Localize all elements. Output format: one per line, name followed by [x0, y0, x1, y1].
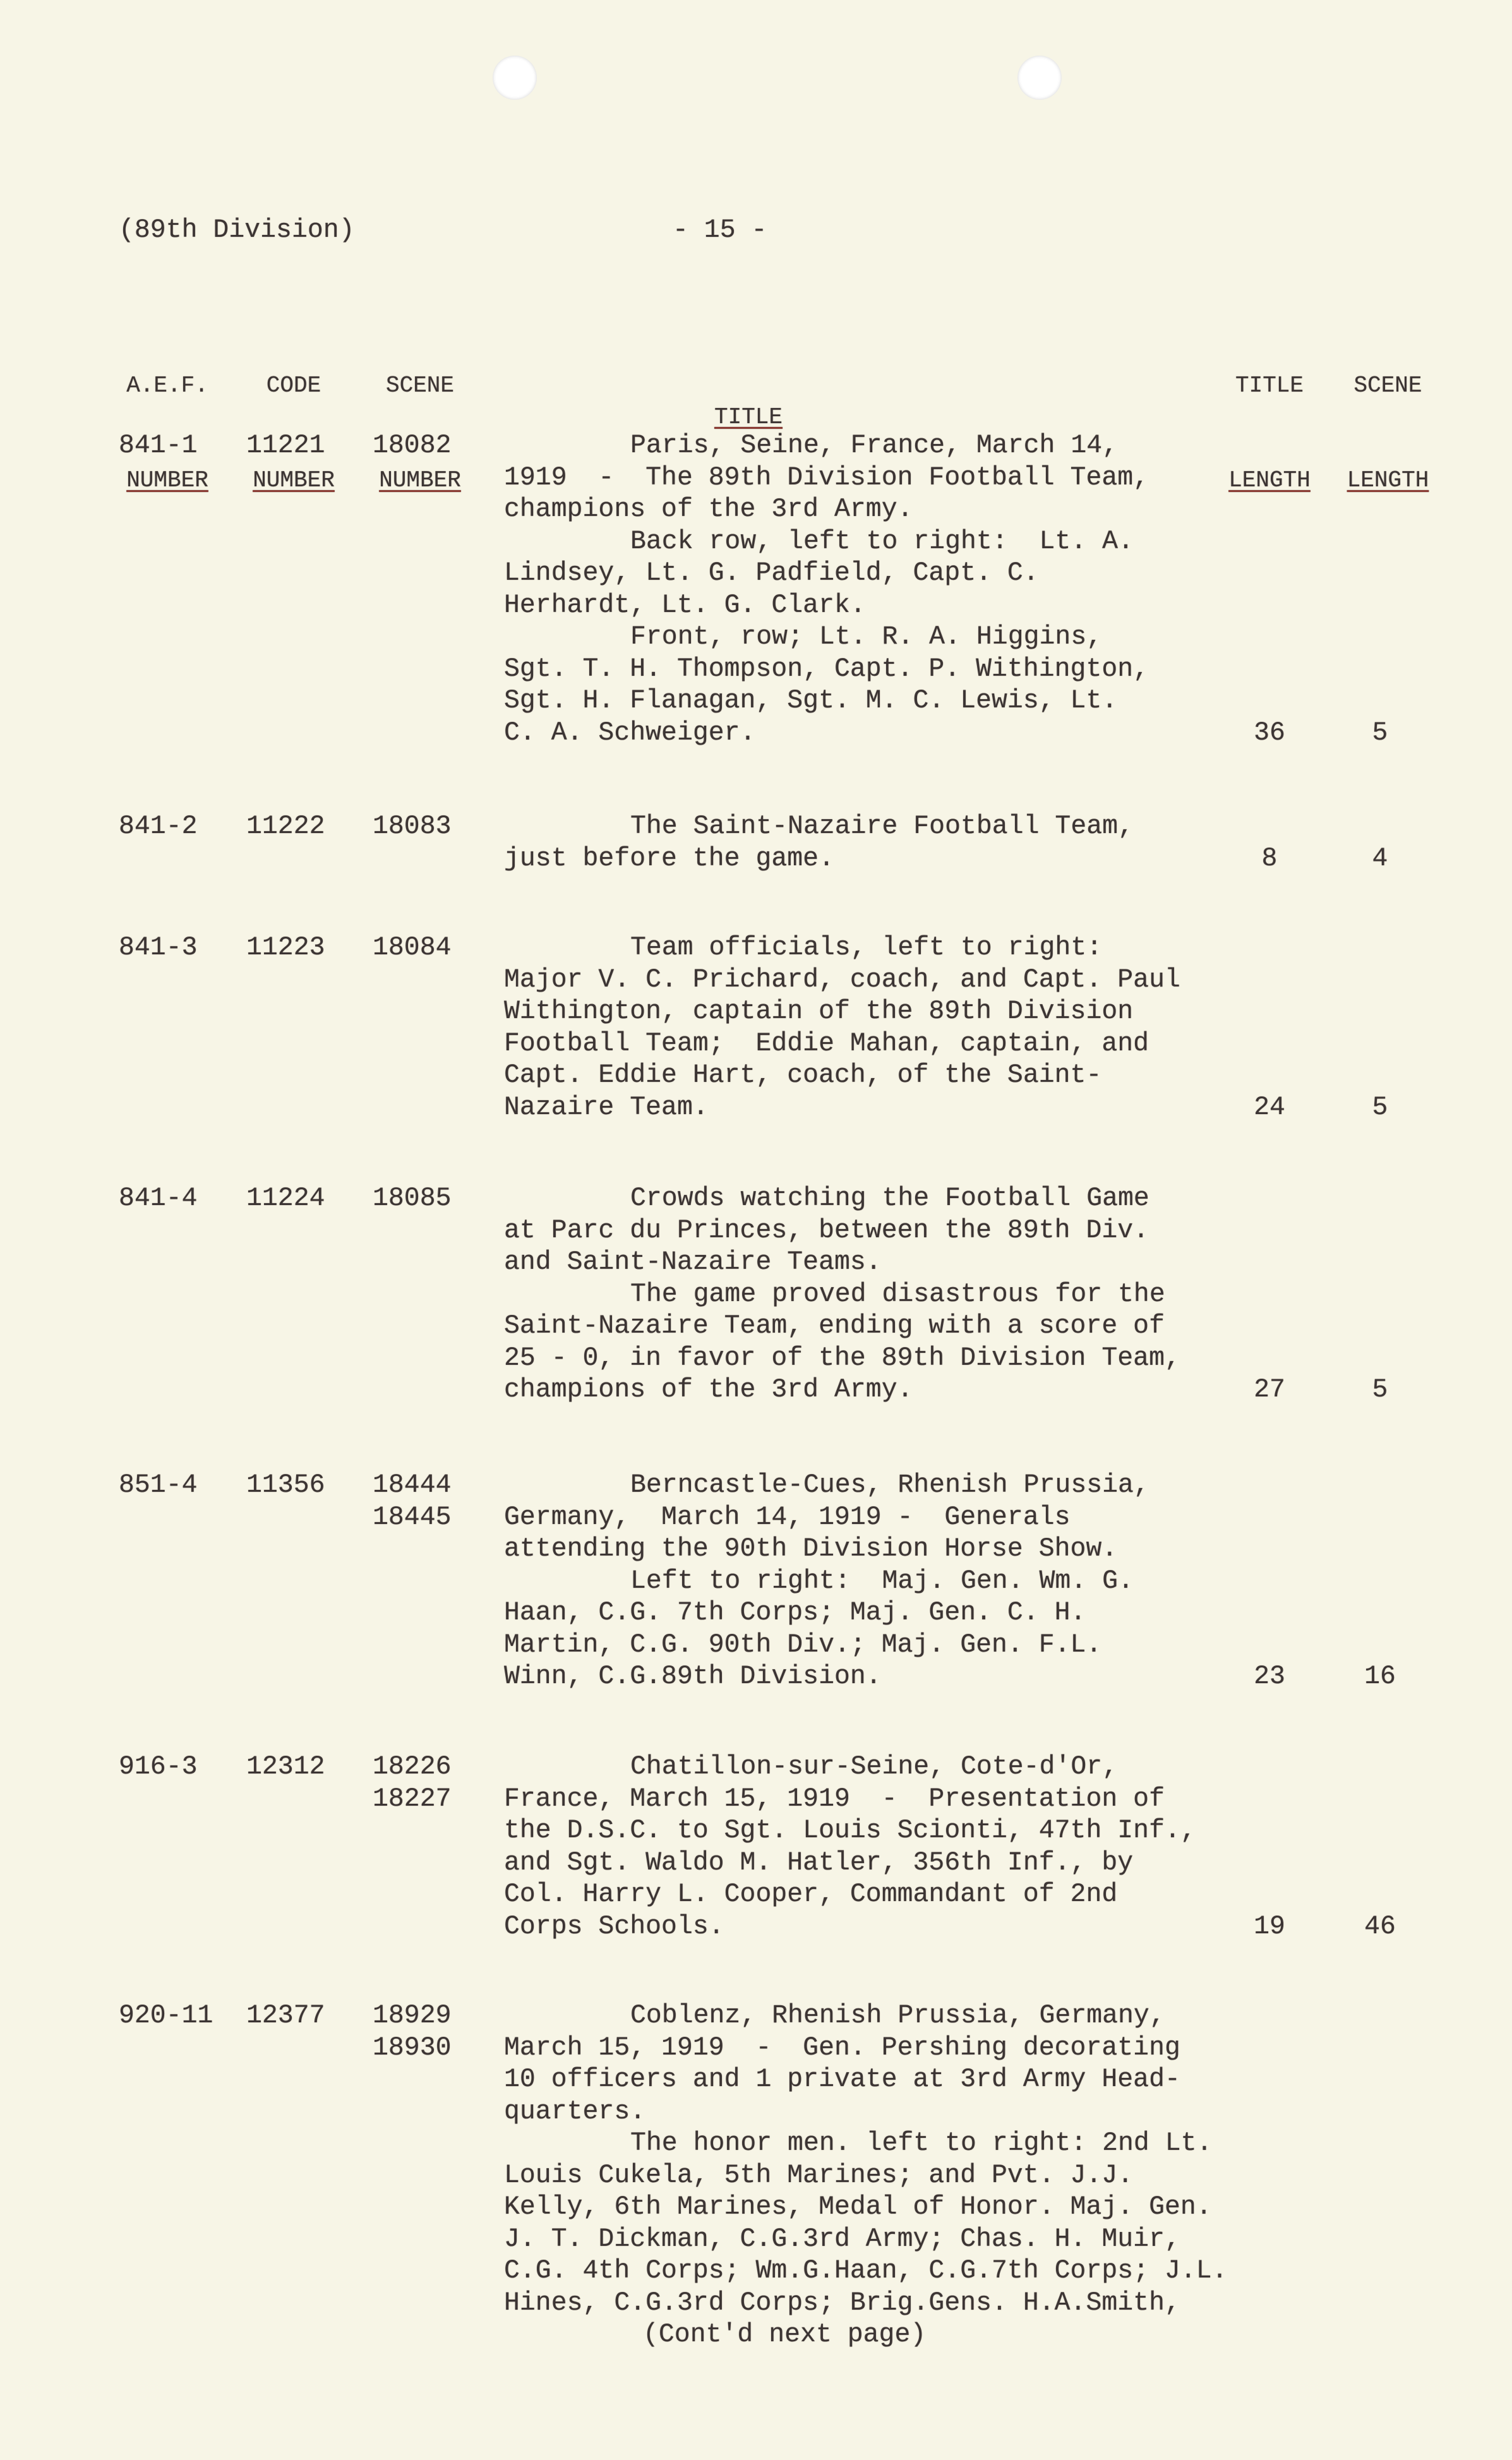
col-header-line: TITLE	[1235, 373, 1304, 399]
title-line: Winn, C.G.89th Division.	[504, 1662, 882, 1691]
aef-number: 920-11	[119, 2001, 213, 2031]
title-line: and Saint-Nazaire Teams.	[504, 1247, 882, 1277]
code-number: 11223	[246, 933, 325, 963]
scene-length-value: 16	[1364, 1662, 1396, 1691]
col-header-line: NUMBER	[253, 467, 335, 493]
title-line: Sgt. T. H. Thompson, Capt. P. Withington,	[504, 654, 1149, 684]
aef-number: 841-4	[119, 1184, 198, 1213]
code-number: 12312	[246, 1752, 325, 1782]
title-line: Left to right: Maj. Gen. Wm. G.	[630, 1566, 1134, 1596]
title-line: France, March 15, 1919 - Presentation of	[504, 1784, 1165, 1814]
code-number: 11221	[246, 431, 325, 460]
title-line: Col. Harry L. Cooper, Commandant of 2nd	[504, 1880, 1118, 1909]
title-line: Haan, C.G. 7th Corps; Maj. Gen. C. H.	[504, 1598, 1086, 1628]
title-line: March 15, 1919 - Gen. Pershing decorating	[504, 2032, 1180, 2063]
col-header-scene	[369, 307, 471, 528]
aef-number: 916-3	[119, 1752, 198, 1782]
title-line: quarters.	[504, 2096, 646, 2127]
title-line: Louis Cukela, 5th Marines; and Pvt. J.J.	[504, 2160, 1134, 2190]
col-header-line: SCENE	[385, 373, 455, 399]
scene-length-value: 4	[1372, 843, 1388, 873]
title-text	[504, 1751, 1196, 1943]
title-line: Herhardt, Lt. G. Clark.	[504, 590, 866, 620]
title-line: Hines, C.G.3rd Corps; Brig.Gens. H.A.Smith,	[504, 2288, 1180, 2318]
col-header-aef	[117, 307, 218, 528]
col-header-line: LENGTH	[1228, 467, 1311, 493]
scene-number: 18227	[373, 1784, 452, 1814]
title-line: The honor men. left to right: 2nd Lt.	[630, 2128, 1213, 2158]
scene-number: 18445	[373, 1502, 452, 1532]
title-line: and Sgt. Waldo M. Hatler, 356th Inf., by	[504, 1847, 1134, 1878]
title-line: Coblenz, Rhenish Prussia, Germany,	[630, 2001, 1165, 2031]
code-number: 11356	[246, 1470, 325, 1500]
scene-number: 18083	[373, 812, 452, 841]
title-line: Withington, captain of the 89th Division	[504, 997, 1134, 1026]
title-text	[504, 932, 1180, 1124]
title-text	[504, 2000, 1228, 2319]
aef-number: 841-1	[119, 431, 198, 460]
title-line: 1919 - The 89th Division Football Team,	[504, 462, 1149, 493]
col-header-line: NUMBER	[379, 467, 461, 493]
scene-length-value: 46	[1364, 1911, 1396, 1941]
title-line: The game proved disastrous for the	[630, 1279, 1165, 1309]
title-text	[504, 811, 1134, 875]
page-number: - 15 -	[673, 215, 767, 245]
aef-number: 841-2	[119, 812, 198, 841]
scene-length-value: 5	[1372, 1375, 1388, 1405]
punch-hole-right	[1017, 56, 1062, 100]
title-length-value: 27	[1254, 1375, 1285, 1405]
title-line: Corps Schools.	[504, 1911, 724, 1941]
title-text	[504, 430, 1149, 749]
col-header-title-length	[1222, 307, 1317, 528]
title-line: Team officials, left to right:	[630, 933, 1103, 963]
title-line: attending the 90th Division Horse Show.	[504, 1534, 1118, 1564]
code-number: 11222	[246, 812, 325, 841]
title-line: Front, row; Lt. R. A. Higgins,	[630, 622, 1103, 652]
title-text	[504, 1183, 1180, 1407]
title-line: the D.S.C. to Sgt. Louis Scionti, 47th Inf.,	[504, 1816, 1196, 1845]
title-line: Chatillon-sur-Seine, Cote-d'Or,	[630, 1752, 1119, 1782]
title-text	[504, 1470, 1149, 1693]
title-line: Germany, March 14, 1919 - Generals	[504, 1502, 1071, 1532]
title-line: Football Team; Eddie Mahan, captain, and	[504, 1028, 1149, 1059]
title-line: Nazaire Team.	[504, 1092, 709, 1122]
col-header-code	[243, 307, 344, 528]
col-header-line: SCENE	[1353, 373, 1422, 399]
title-line: Capt. Eddie Hart, coach, of the Saint-	[504, 1060, 1102, 1090]
title-line: 10 officers and 1 private at 3rd Army Head-	[504, 2065, 1180, 2094]
col-header-line: LENGTH	[1347, 467, 1429, 493]
scene-number: 18226	[373, 1752, 452, 1782]
scene-number: 18444	[373, 1470, 452, 1500]
division-label: (89th Division)	[119, 215, 355, 245]
title-line: champions of the 3rd Army.	[504, 1375, 913, 1405]
title-line: Berncastle-Cues, Rhenish Prussia,	[630, 1470, 1149, 1500]
title-length-value: 36	[1254, 717, 1285, 748]
col-header-line: A.E.F.	[126, 373, 208, 399]
scene-number: 18082	[373, 431, 452, 460]
title-line: The Saint-Nazaire Football Team,	[630, 812, 1134, 841]
col-header-line: CODE	[266, 373, 321, 399]
scene-number: 18085	[373, 1184, 452, 1213]
aef-number: 841-3	[119, 933, 198, 963]
title-line: Saint-Nazaire Team, ending with a score of	[504, 1311, 1165, 1341]
punch-hole-left	[493, 56, 537, 100]
title-length-value: 8	[1261, 843, 1278, 873]
scene-number: 18929	[373, 2001, 452, 2031]
aef-number: 851-4	[119, 1470, 198, 1500]
title-line: champions of the 3rd Army.	[504, 495, 913, 524]
title-line: Sgt. H. Flanagan, Sgt. M. C. Lewis, Lt.	[504, 686, 1118, 716]
title-line: Lindsey, Lt. G. Padfield, Capt. C.	[504, 558, 1039, 588]
col-header-line: TITLE	[714, 404, 783, 430]
title-line: at Parc du Princes, between the 89th Div.	[504, 1215, 1149, 1245]
title-line: 25 - 0, in favor of the 89th Division Team,	[504, 1343, 1180, 1373]
title-line: C. A. Schweiger.	[504, 717, 756, 748]
title-length-value: 19	[1254, 1911, 1285, 1941]
title-length-value: 23	[1254, 1662, 1285, 1691]
scene-length-value: 5	[1372, 1092, 1388, 1122]
title-line: just before the game.	[504, 843, 834, 873]
title-line: Major V. C. Prichard, coach, and Capt. Paul	[504, 964, 1180, 995]
title-line: Kelly, 6th Marines, Medal of Honor. Maj. Gen.	[504, 2192, 1212, 2222]
continued-note: (Cont'd next page)	[643, 2320, 927, 2349]
title-line: Crowds watching the Football Game	[630, 1184, 1149, 1213]
title-length-value: 24	[1254, 1092, 1285, 1122]
scene-length-value: 5	[1372, 717, 1388, 748]
title-line: Martin, C.G. 90th Div.; Maj. Gen. F.L.	[504, 1629, 1102, 1660]
col-header-line: NUMBER	[126, 467, 208, 493]
code-number: 11224	[246, 1184, 325, 1213]
title-line: Paris, Seine, France, March 14,	[630, 431, 1119, 460]
code-number: 12377	[246, 2001, 325, 2031]
title-line: J. T. Dickman, C.G.3rd Army; Chas. H. Muir,	[504, 2224, 1180, 2254]
title-line: Back row, left to right: Lt. A.	[630, 526, 1134, 556]
scene-number: 18930	[373, 2032, 452, 2063]
title-line: C.G. 4th Corps; Wm.G.Haan, C.G.7th Corps; J.L.	[504, 2256, 1228, 2286]
col-header-scene-length	[1336, 307, 1440, 528]
scene-number: 18084	[373, 933, 452, 963]
